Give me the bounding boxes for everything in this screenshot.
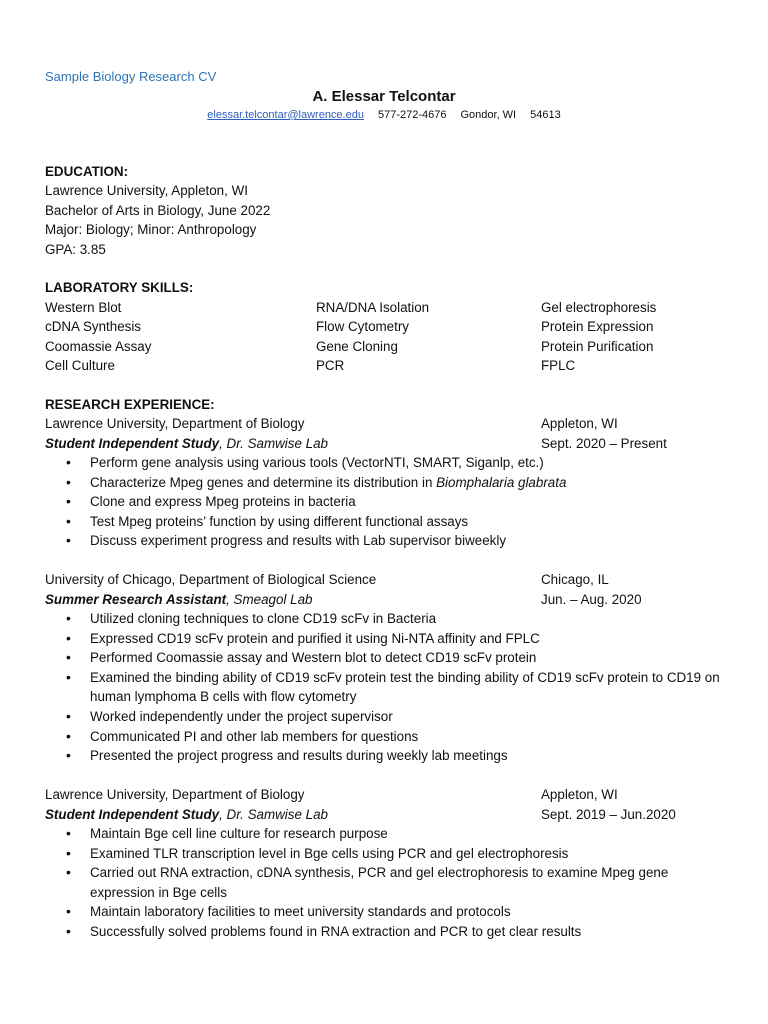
skills-table [45,298,735,376]
skills-row [45,337,735,356]
list-item: • Examined TLR transcription level in Bge cells using PCR and gel electrophoresis [45,844,735,864]
list-item: • Carried out RNA extraction, cDNA synthesis, PCR and gel electrophoresis to examine Mpeg gene expression in Bge cells [45,863,735,902]
position-location: Appleton, WI [541,787,618,803]
list-item: • Test Mpeg proteins’ function by using different functional assays [45,512,735,532]
position-lab: , Dr. Samwise Lab [219,806,328,822]
document-label: Sample Biology Research CV [45,69,217,84]
list-item: • Expressed CD19 scFv protein and purified it using Ni-NTA affinity and FPLC [45,629,735,649]
education-major-minor: Major: Biology; Minor: Anthropology [45,222,257,238]
position-dates: Sept. 2020 – Present [541,435,667,451]
skill-item: Gene Cloning [316,338,398,354]
skill-item: FPLC [541,358,576,373]
research-heading: RESEARCH EXPERIENCE: [45,396,215,412]
research-position [45,785,735,941]
skill-item: Protein Expression [541,319,654,335]
list-item: • Maintain laboratory facilities to meet university standards and protocols [45,902,735,922]
list-item: • Perform gene analysis using various tools (VectorNTI, SMART, Siganlp, etc.) [45,453,735,473]
position-bullets [45,609,735,766]
position-role-row [45,805,735,824]
list-item: • Communicated PI and other lab members for questions [45,727,735,747]
position-lab: , Smeagol Lab [226,591,313,607]
position-dates: Sept. 2019 – Jun.2020 [541,806,676,822]
skill-item: Coomassie Assay [45,338,152,354]
skill-item: PCR [316,358,345,373]
position-org: University of Chicago, Department of Biological Science [45,572,377,588]
contact-line [0,109,768,121]
position-org: Lawrence University, Department of Biology [45,787,305,803]
education-heading: EDUCATION: [45,164,129,179]
position-org: Lawrence University, Department of Biology [45,416,305,432]
cv-content [45,162,735,942]
list-item: • Worked independently under the project supervisor [45,707,735,727]
skill-item: Flow Cytometry [316,319,410,335]
skills-row [45,298,735,317]
position-bullets [45,824,735,942]
position-org-row [45,570,735,589]
position-role: Summer Research Assistant [45,591,227,607]
skill-item: Cell Culture [45,358,115,373]
position-role: Student Independent Study [45,435,220,451]
position-bullets [45,453,735,551]
skill-item: RNA/DNA Isolation [316,299,430,315]
candidate-name: A. Elessar Telcontar [312,88,456,105]
species-name: Biomphalaria glabrata [436,474,567,490]
phone-number: 577-272-4676 [377,109,447,121]
position-org-row [45,414,735,433]
list-item: • Maintain Bge cell line culture for research purpose [45,824,735,844]
position-org-row [45,785,735,804]
skill-item: Protein Purification [541,338,654,354]
list-item: • Discuss experiment progress and results with Lab supervisor biweekly [45,531,735,551]
education-gpa: GPA: 3.85 [45,241,106,257]
research-position [45,414,735,551]
skill-item: cDNA Synthesis [45,319,142,335]
list-item: • Clone and express Mpeg proteins in bacteria [45,492,735,512]
list-item: • Successfully solved problems found in RNA extraction and PCR to get clear results [45,922,735,942]
position-location: Chicago, IL [541,572,609,588]
email-link[interactable]: elessar.telcontar@lawrence.edu [207,109,364,121]
list-item: • Examined the binding ability of CD19 scFv protein test the binding ability of CD19 scFv protein to CD19 on human lymphoma B cells with flow cytometry [45,668,735,707]
skill-item: Gel electrophoresis [541,299,657,315]
position-role: Student Independent Study [45,806,220,822]
position-role-row [45,434,735,453]
list-item-text: Characterize Mpeg genes and determine its distribution in [90,474,437,490]
skills-row [45,356,735,375]
position-role-row [45,590,735,609]
skills-heading: LABORATORY SKILLS: [45,280,194,296]
list-item: • Presented the project progress and results during weekly lab meetings [45,746,735,766]
research-position [45,570,735,766]
list-item [45,473,735,493]
education-degree: Bachelor of Arts in Biology, June 2022 [45,202,271,218]
position-location: Appleton, WI [541,416,618,432]
position-dates: Jun. – Aug. 2020 [541,591,642,607]
skill-item: Western Blot [45,299,122,315]
zip-code: 54613 [530,109,561,121]
list-item: • Performed Coomassie assay and Western blot to detect CD19 scFv protein [45,648,735,668]
city-state: Gondor, WI [460,109,517,121]
education-school: Lawrence University, Appleton, WI [45,183,248,199]
skills-row [45,317,735,336]
list-item: • Utilized cloning techniques to clone CD19 scFv in Bacteria [45,609,735,629]
position-lab: , Dr. Samwise Lab [219,435,328,451]
